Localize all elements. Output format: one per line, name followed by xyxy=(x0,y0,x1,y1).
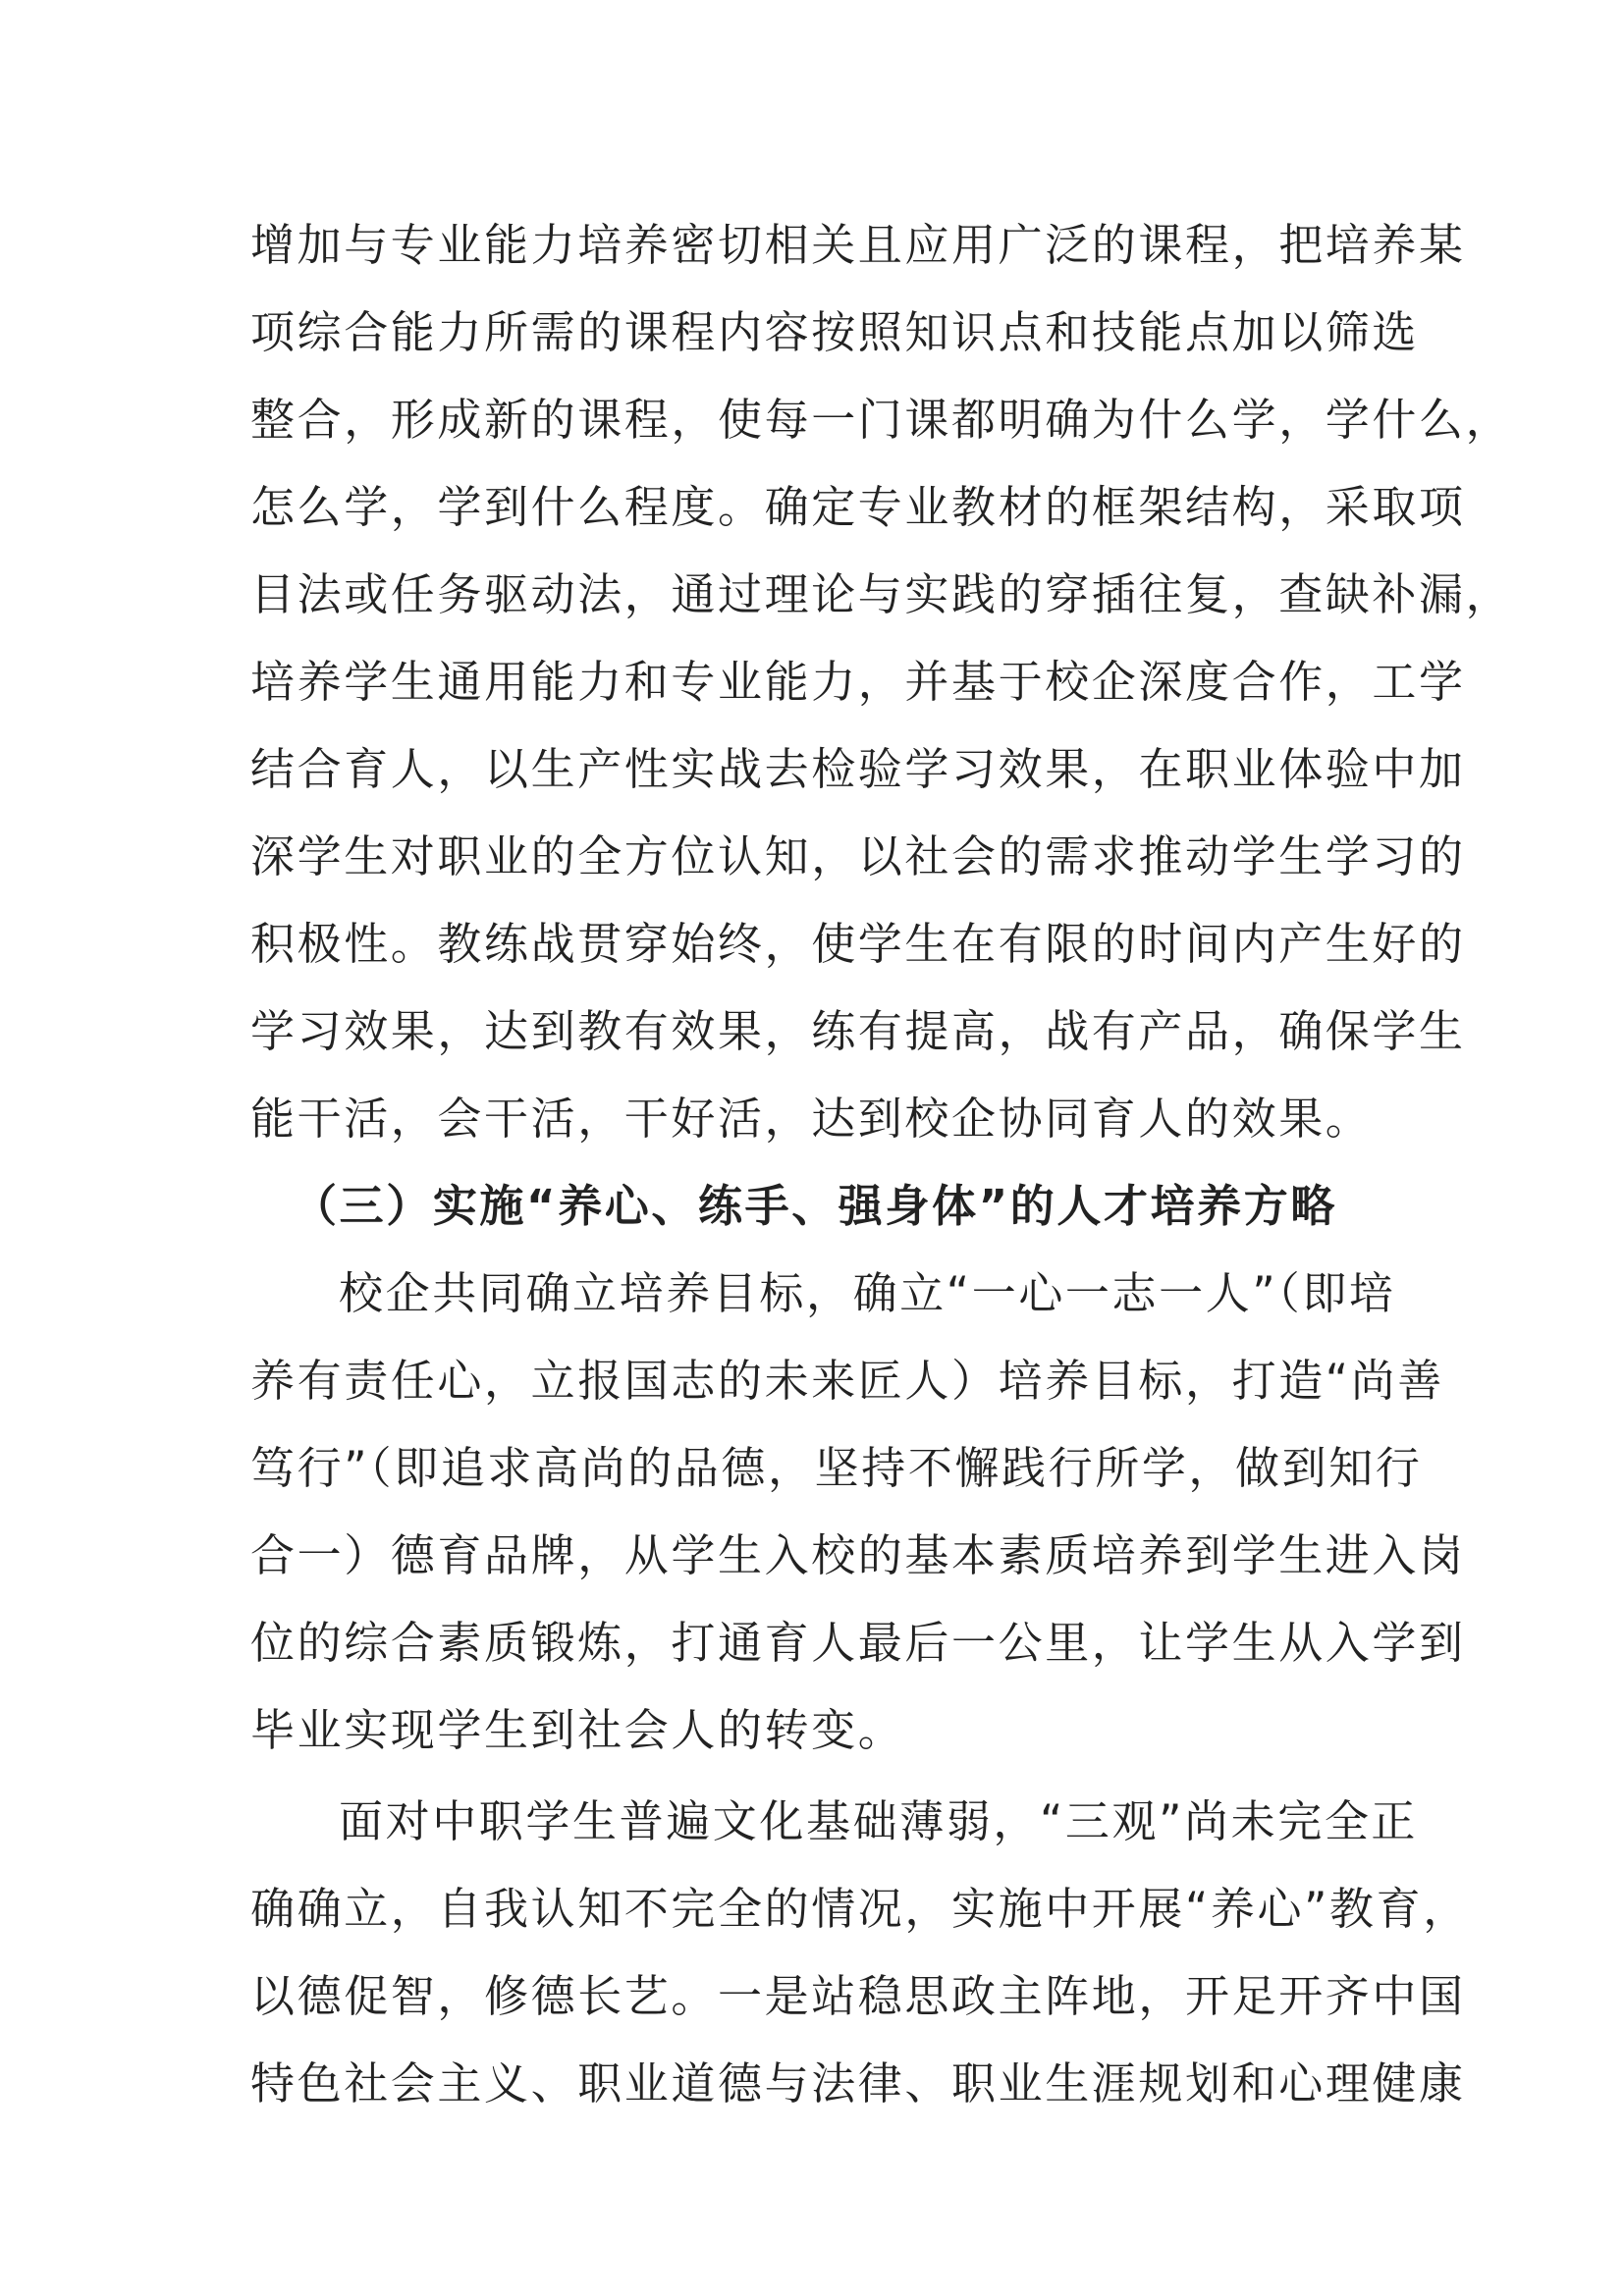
text-line: 以德促智，修德长艺。一是站稳思政主阵地，开足开齐中国 xyxy=(250,1970,1466,2022)
document-page xyxy=(250,201,1513,2127)
text-line: 培养学生通用能力和专业能力，并基于校企深度合作，工学 xyxy=(250,656,1466,708)
text-line: 深学生对职业的全方位认知，以社会的需求推动学生学习的 xyxy=(250,830,1466,882)
text-line: 面对中职学生普遍文化基础薄弱，“三观”尚未完全正 xyxy=(339,1795,1419,1847)
text-line: 养有责任心，立报国志的未来匠人）培养目标，打造“尚善 xyxy=(250,1355,1444,1407)
text-line: 毕业实现学生到社会人的转变。 xyxy=(250,1704,905,1756)
text-line: 积极性。教练战贯穿始终，使学生在有限的时间内产生好的 xyxy=(250,918,1466,970)
section-heading: （三）实施“养心、练手、强身体”的人才培养方略 xyxy=(293,1180,1337,1232)
text-line: 怎么学，学到什么程度。确定专业教材的框架结构，采取项 xyxy=(250,481,1466,533)
text-line: 确确立，自我认知不完全的情况，实施中开展“养心”教育， xyxy=(250,1883,1470,1935)
paragraph-moral-education xyxy=(250,1778,1470,2127)
text-line: 项综合能力所需的课程内容按照知识点和技能点加以筛选 xyxy=(250,306,1420,358)
text-line: 学习效果，达到教有效果，练有提高，战有产品，确保学生 xyxy=(250,1005,1466,1057)
paragraph-curriculum xyxy=(250,201,1513,1162)
paragraph-training-goals xyxy=(250,1250,1466,1774)
text-line: 能干活，会干活，干好活，达到校企协同育人的效果。 xyxy=(250,1093,1373,1145)
text-line: 目法或任务驱动法，通过理论与实践的穿插往复，查缺补漏， xyxy=(250,568,1513,620)
text-line: 增加与专业能力培养密切相关且应用广泛的课程，把培养某 xyxy=(250,219,1466,271)
text-line: 位的综合素质锻炼，打通育人最后一公里，让学生从入学到 xyxy=(250,1617,1466,1669)
text-line: 整合，形成新的课程，使每一门课都明确为什么学，学什么， xyxy=(250,394,1513,446)
text-line: 笃行”（即追求高尚的品德，坚持不懈践行所学，做到知行 xyxy=(250,1442,1423,1494)
text-line: 结合育人，以生产性实战去检验学习效果，在职业体验中加 xyxy=(250,743,1466,795)
text-line: 特色社会主义、职业道德与法律、职业生涯规划和心理健康 xyxy=(250,2057,1466,2109)
text-line: 校企共同确立培养目标，确立“一心一志一人”（即培 xyxy=(339,1267,1396,1319)
text-line: 合一）德育品牌，从学生入校的基本素质培养到学生进入岗 xyxy=(250,1529,1466,1581)
